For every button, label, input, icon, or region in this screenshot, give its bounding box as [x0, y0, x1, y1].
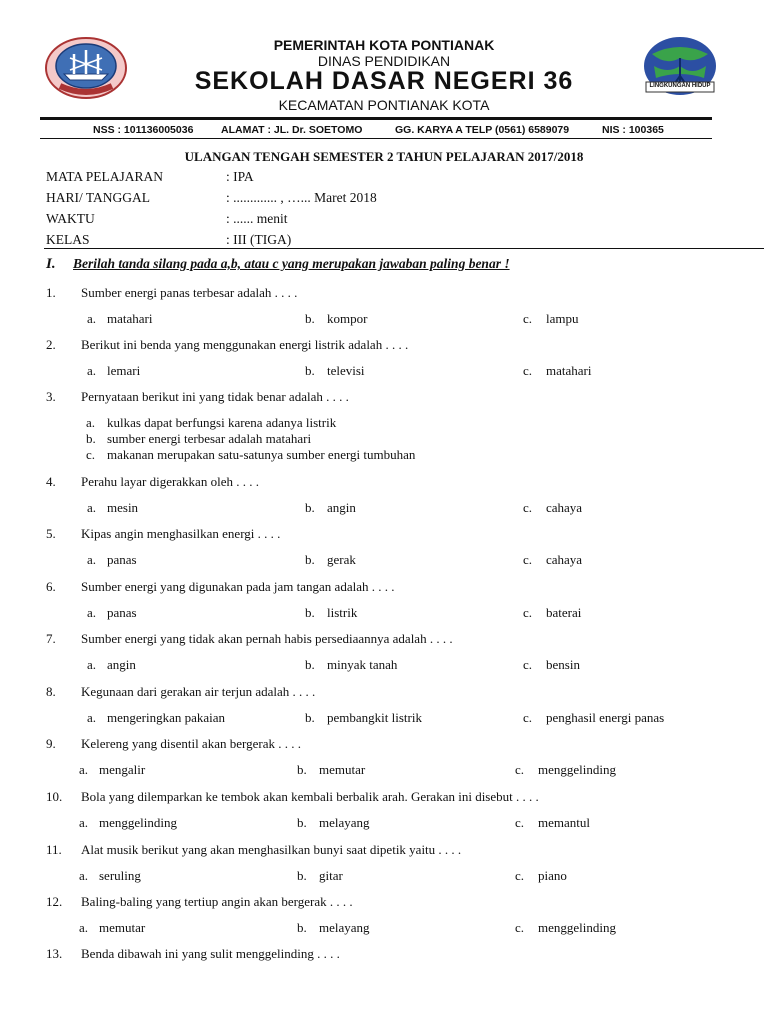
option-b[interactable]: televisi [327, 363, 365, 378]
option-letter-c: c. [515, 815, 525, 830]
option-c[interactable]: lampu [546, 311, 579, 326]
option-letter-a: a. [87, 605, 97, 620]
option-letter-a: a. [87, 657, 97, 672]
question-text: Kipas angin menghasilkan energi . . . . [81, 526, 281, 541]
option-letter-c: c. [515, 868, 525, 883]
question-number: 4. [46, 474, 56, 489]
option-letter-a: a. [87, 552, 97, 567]
option-letter-a: a. [87, 500, 97, 515]
question-text: Alat musik berikut yang akan menghasilkan bunyi saat dipetik yaitu . . . . [81, 842, 462, 857]
meta-value-date: : ............. , …... Maret 2018 [226, 190, 377, 205]
exam-title: ULANGAN TENGAH SEMESTER 2 TAHUN PELAJARAN 2017/2018 [184, 149, 584, 164]
nss-info: NSS : 101136005036 [93, 124, 194, 136]
meta-divider [44, 248, 764, 249]
option-c[interactable]: matahari [546, 363, 592, 378]
option-b[interactable]: kompor [327, 311, 368, 326]
question-number: 12. [46, 894, 63, 909]
option-b[interactable]: memutar [319, 762, 366, 777]
question-text: Sumber energi yang tidak akan pernah habis persediaannya adalah . . . . [81, 631, 453, 646]
option-letter-c: c. [523, 363, 533, 378]
meta-value-class: : III (TIGA) [226, 232, 292, 247]
nis-info: NIS : 100365 [602, 124, 664, 136]
option-letter-b: b. [86, 431, 96, 446]
question-text: Pernyataan berikut ini yang tidak benar adalah . . . . [81, 389, 349, 404]
option-c[interactable]: menggelinding [538, 920, 616, 935]
lingkungan-hidup-logo [640, 36, 720, 100]
option-letter-b: b. [305, 311, 315, 326]
meta-label-class: KELAS [46, 232, 90, 247]
question-number: 2. [46, 337, 56, 352]
question-number: 1. [46, 285, 56, 300]
question-text: Baling-baling yang tertiup angin akan bergerak . . . . [81, 894, 353, 909]
option-letter-a: a. [86, 415, 96, 430]
question-text: Benda dibawah ini yang sulit menggelinding . . . . [81, 946, 340, 961]
option-b[interactable]: pembangkit listrik [327, 710, 422, 725]
government-name: PEMERINTAH KOTA PONTIANAK [273, 37, 495, 53]
option-letter-a: a. [79, 762, 89, 777]
option-letter-b: b. [297, 762, 307, 777]
option-c[interactable]: penghasil energi panas [546, 710, 665, 725]
option-b[interactable]: melayang [319, 815, 370, 830]
option-letter-c: c. [515, 762, 525, 777]
question-text: Kegunaan dari gerakan air terjun adalah . . . . [81, 684, 316, 699]
option-a[interactable]: memutar [99, 920, 146, 935]
question-number: 8. [46, 684, 56, 699]
option-letter-a: a. [79, 868, 89, 883]
question-number: 9. [46, 736, 56, 751]
option-letter-b: b. [305, 552, 315, 567]
option-letter-b: b. [305, 710, 315, 725]
option-letter-a: a. [87, 710, 97, 725]
option-c[interactable]: bensin [546, 657, 580, 672]
option-a[interactable]: panas [107, 605, 137, 620]
option-b[interactable]: listrik [327, 605, 358, 620]
option-b[interactable]: gerak [327, 552, 356, 567]
option-letter-b: b. [297, 920, 307, 935]
option-b[interactable]: gitar [319, 868, 343, 883]
option-letter-c: c. [523, 710, 533, 725]
question-number: 11. [46, 842, 62, 857]
option-a[interactable]: lemari [107, 363, 141, 378]
district-name: KECAMATAN PONTIANAK KOTA [278, 97, 490, 113]
question-number: 6. [46, 579, 56, 594]
section-number: I. [46, 256, 56, 272]
option-b[interactable]: melayang [319, 920, 370, 935]
option-letter-b: b. [305, 500, 315, 515]
meta-label-subject: MATA PELAJARAN [46, 169, 164, 184]
option-a[interactable]: matahari [107, 311, 153, 326]
option-b[interactable]: angin [327, 500, 356, 515]
option-b[interactable]: minyak tanah [327, 657, 398, 672]
option-letter-c: c. [523, 605, 533, 620]
question-number: 10. [46, 789, 63, 804]
option-a[interactable]: mengalir [99, 762, 146, 777]
option-c[interactable]: cahaya [546, 500, 583, 515]
question-text: Kelereng yang disentil akan bergerak . . . . [81, 736, 301, 751]
option-letter-c: c. [515, 920, 525, 935]
option-letter-a: a. [79, 815, 89, 830]
option-letter-a: a. [87, 311, 97, 326]
option-c[interactable]: cahaya [546, 552, 583, 567]
option-c[interactable]: baterai [546, 605, 582, 620]
header-divider [40, 117, 712, 120]
option-b[interactable]: sumber energi terbesar adalah matahari [107, 431, 312, 446]
option-a[interactable]: panas [107, 552, 137, 567]
question-number: 5. [46, 526, 56, 541]
phone-info: GG. KARYA A TELP (0561) 6589079 [395, 124, 570, 136]
question-number: 7. [46, 631, 56, 646]
option-letter-c: c. [86, 447, 96, 462]
option-letter-c: c. [523, 657, 533, 672]
meta-label-time: WAKTU [46, 211, 95, 226]
question-text: Sumber energi panas terbesar adalah . . . . [81, 285, 298, 300]
option-letter-a: a. [87, 363, 97, 378]
option-letter-b: b. [297, 868, 307, 883]
option-c[interactable]: menggelinding [538, 762, 616, 777]
option-letter-c: c. [523, 552, 533, 567]
question-text: Perahu layar digerakkan oleh . . . . [81, 474, 259, 489]
question-text: Berikut ini benda yang menggunakan energi listrik adalah . . . . [81, 337, 409, 352]
option-c[interactable]: piano [538, 868, 567, 883]
option-letter-b: b. [305, 657, 315, 672]
meta-value-subject: : IPA [226, 169, 254, 184]
option-letter-b: b. [297, 815, 307, 830]
department-name: DINAS PENDIDIKAN [317, 53, 451, 69]
school-name: SEKOLAH DASAR NEGERI 36 [194, 67, 574, 95]
info-divider [40, 138, 712, 139]
option-c[interactable]: memantul [538, 815, 590, 830]
option-a[interactable]: menggelinding [99, 815, 177, 830]
option-a[interactable]: kulkas dapat berfungsi karena adanya listrik [107, 415, 337, 430]
option-letter-c: c. [523, 500, 533, 515]
address-info: ALAMAT : JL. Dr. SOETOMO [221, 124, 363, 136]
question-number: 13. [46, 946, 63, 961]
logo-caption: LINGKUNGAN HIDUP [649, 83, 711, 89]
option-letter-b: b. [305, 363, 315, 378]
meta-value-time: : ...... menit [226, 211, 288, 226]
option-c[interactable]: makanan merupakan satu-satunya sumber energi tumbuhan [107, 447, 416, 462]
meta-label-date: HARI/ TANGGAL [46, 190, 151, 205]
option-a[interactable]: seruling [99, 868, 141, 883]
option-a[interactable]: mesin [107, 500, 139, 515]
question-text: Bola yang dilemparkan ke tembok akan kembali berbalik arah. Gerakan ini disebut . . . . [81, 789, 539, 804]
option-a[interactable]: mengeringkan pakaian [107, 710, 226, 725]
question-text: Sumber energi yang digunakan pada jam tangan adalah . . . . [81, 579, 395, 594]
option-letter-c: c. [523, 311, 533, 326]
option-letter-b: b. [305, 605, 315, 620]
option-letter-a: a. [79, 920, 89, 935]
question-number: 3. [46, 389, 56, 404]
option-a[interactable]: angin [107, 657, 136, 672]
section-instruction: Berilah tanda silang pada a,b, atau c yang merupakan jawaban paling benar ! [73, 256, 510, 271]
